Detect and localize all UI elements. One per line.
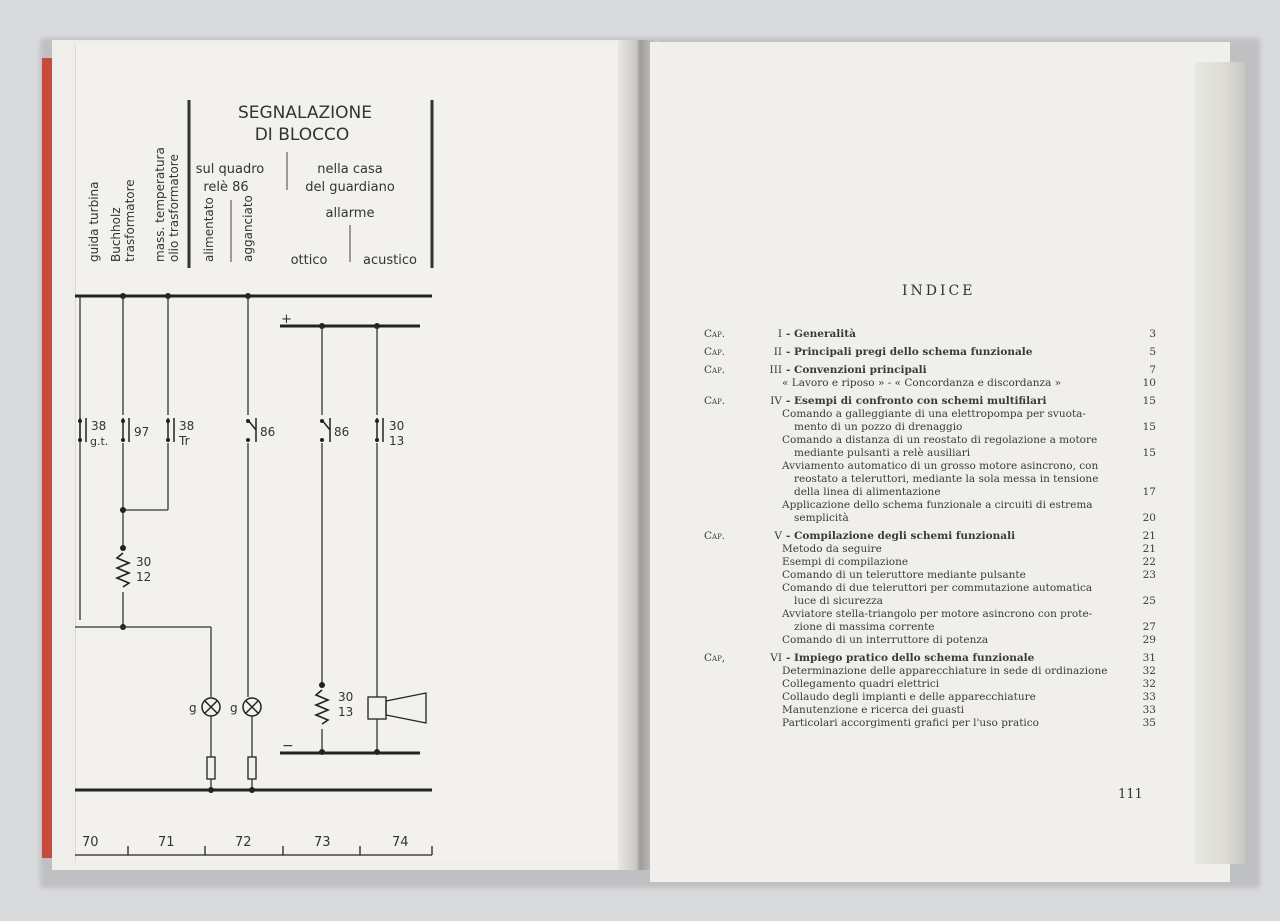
- toc-entry: [704, 717, 1156, 730]
- toc-entry-text: Comando di un teleruttore mediante pulsante: [782, 569, 1026, 581]
- toc-entry-text: Particolari accorgimenti grafici per l'uso pratico: [782, 717, 1039, 729]
- toc-page-number: 33: [1142, 704, 1156, 716]
- toc-chapter-title: - Compilazione degli schemi funzionali: [786, 530, 1016, 542]
- toc-page-number: 33: [1142, 691, 1156, 703]
- toc-chapter: [704, 395, 1156, 408]
- table-of-contents: [704, 328, 1156, 730]
- toc-entry-text: semplicità: [794, 512, 849, 524]
- toc-entry: [704, 595, 1156, 608]
- toc-entry: [704, 569, 1156, 582]
- toc-entry-text: della linea di alimentazione: [794, 486, 941, 498]
- toc-page-number: 15: [1142, 447, 1156, 459]
- group1-line1: sul quadro: [195, 162, 265, 177]
- resistor-30-13: 30: [338, 690, 354, 704]
- toc-entry-text: luce di sicurezza: [794, 595, 883, 607]
- contact-86-b: 86: [334, 425, 350, 439]
- col-agganciato: agganciato: [241, 195, 255, 262]
- toc-entry: [704, 499, 1156, 512]
- toc-entry: [704, 608, 1156, 621]
- toc-page-number: 5: [1149, 346, 1156, 358]
- resistor-30-12-b: 12: [136, 570, 152, 584]
- contact-38-gt: 38: [91, 419, 107, 433]
- toc-cap-label: Cap.: [704, 328, 726, 340]
- toc-chapter-title: - Principali pregi dello schema funzionale: [786, 346, 1033, 358]
- toc-entry: [704, 704, 1156, 717]
- toc-entry: [704, 634, 1156, 647]
- toc-cap-label: Cap,: [704, 652, 726, 664]
- index-title: INDICE: [902, 283, 976, 299]
- toc-entry-text: Applicazione dello schema funzionale a circuiti di estrema: [782, 499, 1093, 511]
- minus-label: −: [282, 738, 294, 754]
- toc-page-number: 32: [1142, 665, 1156, 677]
- toc-page-number: 20: [1142, 512, 1156, 524]
- allarme-label: allarme: [325, 206, 375, 221]
- col-buchholz: Buchholz: [109, 207, 123, 262]
- toc-page-number: 29: [1142, 634, 1156, 646]
- toc-page-number: 22: [1142, 556, 1156, 568]
- toc-entry-text: Metodo da seguire: [782, 543, 882, 555]
- toc-entry: [704, 665, 1156, 678]
- toc-chapter: [704, 364, 1156, 377]
- scale-72: 72: [235, 835, 252, 850]
- toc-entry: [704, 556, 1156, 569]
- toc-chapter-title: - Impiego pratico dello schema funzionale: [786, 652, 1035, 664]
- toc-chapter-title: - Convenzioni principali: [786, 364, 927, 376]
- toc-cap-number: I: [777, 328, 782, 340]
- toc-entry: [704, 408, 1156, 421]
- contact-38-tr-b: Tr: [179, 434, 190, 448]
- toc-entry: [704, 512, 1156, 525]
- toc-entry-text: Comando di due teleruttori per commutazione automatica: [782, 582, 1093, 594]
- resistor-30-12: 30: [136, 555, 152, 569]
- scale-70: 70: [82, 835, 99, 850]
- toc-entry: [704, 678, 1156, 691]
- toc-entry-text: mento di un pozzo di drenaggio: [794, 421, 963, 433]
- toc-entry-text: Collegamento quadri elettrici: [782, 678, 940, 690]
- toc-entry-text: Comando a distanza di un reostato di regolazione a motore: [782, 434, 1098, 446]
- col-mass-temperatura: mass. temperatura: [153, 147, 167, 262]
- toc-entry: [704, 691, 1156, 704]
- toc-entry-text: Manutenzione e ricerca dei guasti: [782, 704, 965, 716]
- toc-cap-label: Cap.: [704, 364, 726, 376]
- toc-entry-text: Determinazione delle apparecchiature in sede di ordinazione: [782, 665, 1108, 677]
- toc-entry: [704, 434, 1156, 447]
- col-guida-turbina: guida turbina: [87, 181, 101, 262]
- contact-30: 30: [389, 419, 405, 433]
- group1-line2: relè 86: [203, 180, 249, 195]
- toc-cap-label: Cap.: [704, 346, 726, 358]
- toc-page-number: 27: [1142, 621, 1156, 633]
- toc-page-number: 21: [1142, 530, 1156, 542]
- toc-chapter-title: - Generalità: [786, 328, 856, 340]
- ottico-label: ottico: [290, 253, 328, 268]
- page-number: 111: [1118, 787, 1143, 802]
- plus-label: +: [281, 312, 292, 327]
- toc-page-number: 32: [1142, 678, 1156, 690]
- toc-cap-label: Cap.: [704, 530, 726, 542]
- toc-entry-text: reostato a teleruttori, mediante la sola messa in tensione: [794, 473, 1099, 485]
- toc-chapter-title: - Esempi di confronto con schemi multifilari: [786, 395, 1047, 407]
- acustico-label: acustico: [363, 253, 417, 268]
- toc-page-number: 17: [1142, 486, 1156, 498]
- toc-entry-text: Comando di un interruttore di potenza: [782, 634, 989, 646]
- toc-entry: [704, 447, 1156, 460]
- group2-line2: del guardiano: [305, 180, 395, 195]
- scale-73: 73: [314, 835, 331, 850]
- toc-cap-number: II: [773, 346, 782, 358]
- toc-page-number: 10: [1142, 377, 1156, 389]
- toc-chapter: [704, 346, 1156, 359]
- lamp-g-2: g: [230, 701, 238, 715]
- toc-entry-text: Collaudo degli impianti e delle apparecchiature: [782, 691, 1036, 703]
- toc-entry-text: Avviatore stella-triangolo per motore asincrono con prote-: [782, 608, 1093, 620]
- contact-38-tr: 38: [179, 419, 195, 433]
- toc-page-number: 15: [1142, 395, 1156, 407]
- toc-page-number: 21: [1142, 543, 1156, 555]
- toc-entry: [704, 421, 1156, 434]
- toc-page-number: 25: [1142, 595, 1156, 607]
- toc-entry: [704, 377, 1156, 390]
- toc-entry: [704, 460, 1156, 473]
- toc-entry-text: Esempi di compilazione: [782, 556, 909, 568]
- toc-cap-number: IV: [770, 395, 782, 407]
- scale-74: 74: [392, 835, 409, 850]
- lamp-g-1: g: [189, 701, 197, 715]
- contact-86-a: 86: [260, 425, 276, 439]
- toc-entry-text: Comando a galleggiante di una elettropompa per svuota-: [782, 408, 1086, 420]
- toc-page-number: 31: [1142, 652, 1156, 664]
- toc-page-number: 7: [1149, 364, 1156, 376]
- toc-entry-text: Avviamento automatico di un grosso motore asincrono, con: [782, 460, 1099, 472]
- toc-cap-number: V: [774, 530, 782, 542]
- toc-page-number: 15: [1142, 421, 1156, 433]
- contact-38-gt-b: g.t.: [90, 435, 109, 448]
- col-alimentato: alimentato: [202, 197, 216, 262]
- header-title-2: DI BLOCCO: [254, 125, 350, 145]
- toc-entry: [704, 543, 1156, 556]
- toc-entry: [704, 621, 1156, 634]
- toc-cap-label: Cap.: [704, 395, 726, 407]
- toc-page-number: 3: [1149, 328, 1156, 340]
- toc-cap-number: III: [769, 364, 782, 376]
- toc-chapter: [704, 652, 1156, 665]
- toc-entry: [704, 486, 1156, 499]
- col-trasformatore: trasformatore: [123, 179, 137, 262]
- col-olio-trasformatore: olio trasformatore: [167, 154, 181, 262]
- group2-line1: nella casa: [317, 162, 383, 177]
- toc-entry-text: mediante pulsanti a relè ausiliari: [794, 447, 971, 459]
- contact-97: 97: [134, 425, 150, 439]
- toc-page-number: 35: [1142, 717, 1156, 729]
- toc-cap-number: VI: [770, 652, 782, 664]
- toc-entry-text: « Lavoro e riposo » - « Concordanza e discordanza »: [782, 377, 1062, 389]
- toc-chapter: [704, 328, 1156, 341]
- toc-entry: [704, 473, 1156, 486]
- scale-71: 71: [158, 835, 175, 850]
- contact-30-b: 13: [389, 434, 405, 448]
- toc-chapter: [704, 530, 1156, 543]
- resistor-30-13-b: 13: [338, 705, 354, 719]
- toc-entry-text: zione di massima corrente: [794, 621, 935, 633]
- header-title-1: SEGNALAZIONE: [237, 103, 373, 123]
- toc-entry: [704, 582, 1156, 595]
- toc-page-number: 23: [1142, 569, 1156, 581]
